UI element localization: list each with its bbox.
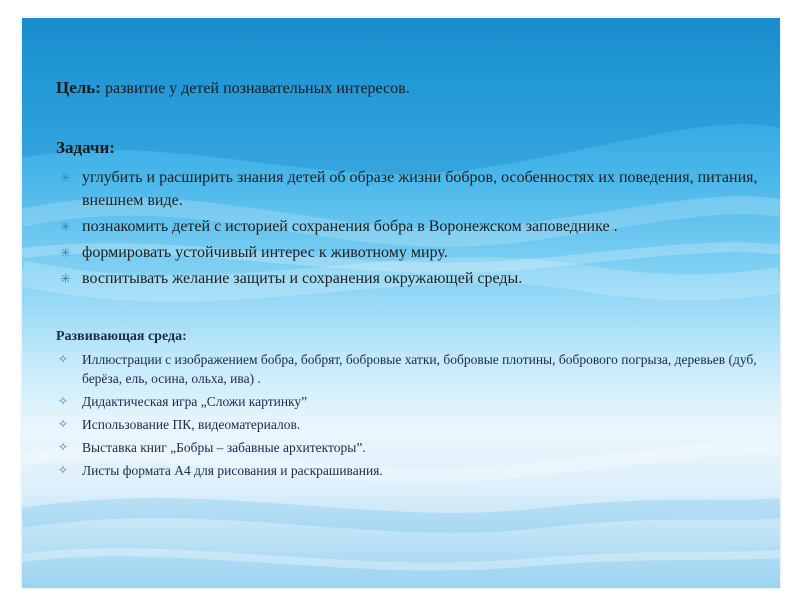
- asterisk-bullet-icon: ✳: [60, 271, 71, 286]
- asterisk-bullet-icon: ✳: [60, 170, 71, 185]
- task-item-text: формировать устойчивый интерес к животному миру.: [82, 244, 448, 261]
- asterisk-bullet-icon: ✳: [60, 219, 71, 234]
- environment-item: [56, 415, 766, 434]
- sparkle-bullet-icon: ✧: [58, 463, 69, 477]
- environment-list: [56, 350, 766, 484]
- task-item: [56, 267, 766, 290]
- environment-item-text: Выставка книг „Бобры – забавные архитекторы”.: [82, 440, 366, 455]
- sparkle-bullet-icon: ✧: [58, 440, 69, 454]
- task-item-text: воспитывать желание защиты и сохранения окружающей среды.: [82, 270, 523, 287]
- task-item: [56, 166, 766, 212]
- sparkle-bullet-icon: ✧: [58, 394, 69, 408]
- tasks-heading: Задачи:: [56, 138, 115, 157]
- sparkle-bullet-icon: ✧: [58, 352, 69, 366]
- environment-item: [56, 438, 766, 457]
- goal-line: [56, 78, 756, 99]
- goal-text: развитие у детей познавательных интересов.: [100, 80, 410, 97]
- environment-heading: Развивающая среда:: [56, 329, 187, 344]
- slide: [22, 18, 780, 588]
- sparkle-bullet-icon: ✧: [58, 417, 69, 431]
- tasks-list: [56, 166, 766, 293]
- environment-item: [56, 461, 766, 480]
- slide-content: [22, 18, 780, 588]
- environment-item-text: Использование ПК, видеоматериалов.: [82, 417, 301, 432]
- environment-item-text: Иллюстрации с изображением бобра, бобрят, бобровые хатки, бобровые плотины, бобрового погрыза, деревьев (дуб, берёза, ель, осина, ольха, ива) .: [82, 352, 757, 386]
- environment-item: [56, 392, 766, 411]
- task-item-text: познакомить детей с историей сохранения бобра в Воронежском заповеднике .: [82, 218, 618, 235]
- task-item: [56, 241, 766, 264]
- asterisk-bullet-icon: ✳: [60, 245, 71, 260]
- task-item-text: углубить и расширить знания детей об образе жизни бобров, особенностях их поведения, питания, внешнем виде.: [82, 169, 758, 209]
- task-item: [56, 215, 766, 238]
- environment-item: [56, 350, 766, 388]
- environment-item-text: Дидактическая игра „Сложи картинку”: [82, 394, 308, 409]
- goal-label: Цель:: [56, 78, 101, 97]
- environment-item-text: Листы формата А4 для рисования и раскрашивания.: [82, 463, 383, 478]
